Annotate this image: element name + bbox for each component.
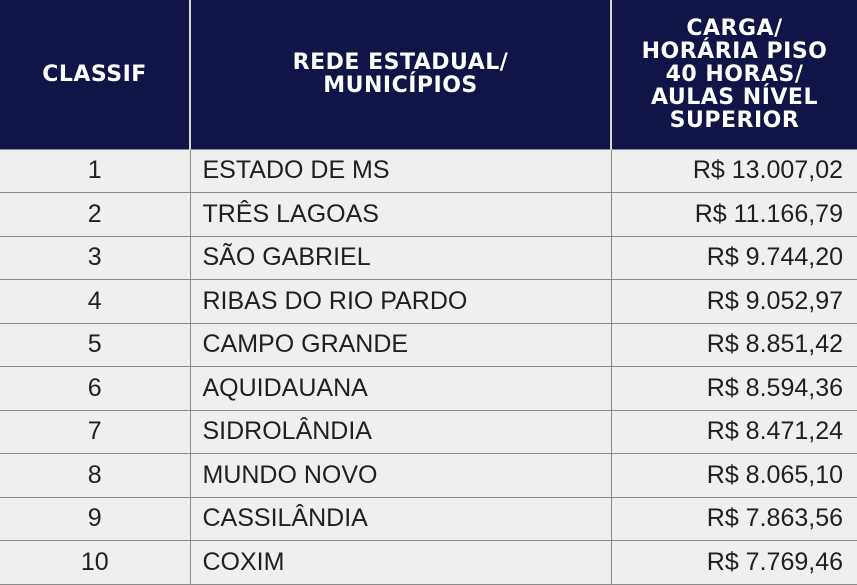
header-network-line: REDE ESTADUAL/ xyxy=(292,50,509,76)
rank-cell: 9 xyxy=(0,497,190,541)
header-network xyxy=(190,0,611,149)
header-salary-line: SUPERIOR xyxy=(669,107,800,133)
value-cell: R$ 7.769,46 xyxy=(611,541,857,585)
name-cell: ESTADO DE MS xyxy=(190,149,611,193)
value-cell: R$ 11.166,79 xyxy=(611,193,857,237)
table-header-row xyxy=(0,0,857,149)
name-cell: RIBAS DO RIO PARDO xyxy=(190,280,611,324)
value-cell: R$ 9.744,20 xyxy=(611,236,857,280)
header-salary-line: 40 HORAS/ xyxy=(665,61,804,87)
name-cell: TRÊS LAGOAS xyxy=(190,193,611,237)
table-row xyxy=(0,236,857,280)
table-row xyxy=(0,280,857,324)
table-row xyxy=(0,193,857,237)
header-rank xyxy=(0,0,190,149)
value-cell: R$ 8.471,24 xyxy=(611,410,857,454)
table-row xyxy=(0,149,857,193)
rank-cell: 5 xyxy=(0,323,190,367)
value-cell: R$ 8.851,42 xyxy=(611,323,857,367)
name-cell: CASSILÂNDIA xyxy=(190,497,611,541)
table-row xyxy=(0,454,857,498)
rank-cell: 4 xyxy=(0,280,190,324)
table-row xyxy=(0,541,857,585)
header-salary xyxy=(611,0,857,149)
rank-cell: 3 xyxy=(0,236,190,280)
rank-cell: 7 xyxy=(0,410,190,454)
name-cell: CAMPO GRANDE xyxy=(190,323,611,367)
value-cell: R$ 8.594,36 xyxy=(611,367,857,411)
header-salary-line: CARGA/ xyxy=(686,15,783,41)
name-cell: AQUIDAUANA xyxy=(190,367,611,411)
header-salary-line: AULAS NÍVEL xyxy=(651,84,818,110)
rank-cell: 2 xyxy=(0,193,190,237)
header-rank-label: CLASSIF xyxy=(42,61,147,87)
rank-cell: 6 xyxy=(0,367,190,411)
table-row xyxy=(0,410,857,454)
table-row xyxy=(0,497,857,541)
name-cell: SIDROLÂNDIA xyxy=(190,410,611,454)
table-row xyxy=(0,323,857,367)
name-cell: COXIM xyxy=(190,541,611,585)
value-cell: R$ 7.863,56 xyxy=(611,497,857,541)
table-row xyxy=(0,367,857,411)
header-salary-line: HORÁRIA PISO xyxy=(641,38,828,64)
header-network-line: MUNICÍPIOS xyxy=(323,73,478,99)
name-cell: MUNDO NOVO xyxy=(190,454,611,498)
rank-cell: 10 xyxy=(0,541,190,585)
rank-cell: 8 xyxy=(0,454,190,498)
name-cell: SÃO GABRIEL xyxy=(190,236,611,280)
value-cell: R$ 8.065,10 xyxy=(611,454,857,498)
value-cell: R$ 9.052,97 xyxy=(611,280,857,324)
value-cell: R$ 13.007,02 xyxy=(611,149,857,193)
rank-cell: 1 xyxy=(0,149,190,193)
